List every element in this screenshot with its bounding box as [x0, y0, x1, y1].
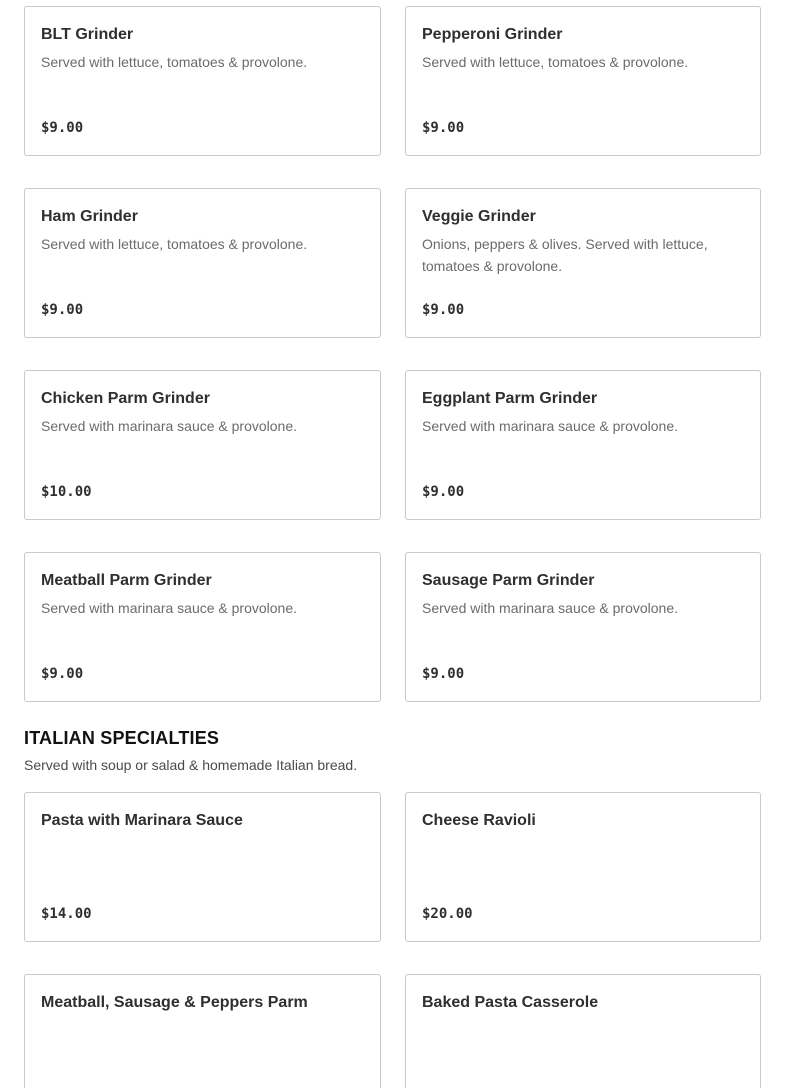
- menu-item-name: Eggplant Parm Grinder: [422, 390, 598, 407]
- menu-item-name: Sausage Parm Grinder: [422, 572, 595, 589]
- menu-item-name: Meatball Parm Grinder: [41, 572, 212, 589]
- menu-item-description: Served with marinara sauce & provolone.: [41, 418, 298, 434]
- menu-item-name: Meatball, Sausage & Peppers Parm: [41, 994, 308, 1011]
- menu-item-price: $9.00: [422, 120, 465, 136]
- menu-item-price: $14.00: [41, 906, 92, 922]
- grinders-grid: [24, 6, 761, 702]
- menu-item-name: BLT Grinder: [41, 26, 134, 43]
- menu-item-card[interactable]: [24, 792, 381, 942]
- menu-item-description: Served with lettuce, tomatoes & provolone.: [41, 236, 308, 252]
- menu-item-price: $9.00: [41, 120, 84, 136]
- menu-item-name: Ham Grinder: [41, 208, 138, 225]
- menu-item-price: $9.00: [422, 302, 465, 318]
- menu-item-description: Served with lettuce, tomatoes & provolone.: [422, 54, 689, 70]
- menu-item-card[interactable]: [405, 6, 761, 156]
- menu-item-card[interactable]: [405, 974, 761, 1088]
- menu-item-price: $9.00: [422, 484, 465, 500]
- menu-item-name: Chicken Parm Grinder: [41, 390, 210, 407]
- menu-item-description: Served with lettuce, tomatoes & provolone.: [41, 54, 308, 70]
- menu-item-card[interactable]: [24, 552, 381, 702]
- menu-item-name: Pepperoni Grinder: [422, 26, 563, 43]
- section-description: Served with soup or salad & homemade Italian bread.: [24, 757, 358, 773]
- italian-specialties-grid: [24, 792, 761, 1088]
- menu-item-description: Served with marinara sauce & provolone.: [422, 418, 679, 434]
- menu-item-card[interactable]: [24, 370, 381, 520]
- menu-item-card[interactable]: [405, 552, 761, 702]
- menu-item-card[interactable]: [405, 370, 761, 520]
- menu-item-price: $10.00: [41, 484, 92, 500]
- menu-item-name: Veggie Grinder: [422, 208, 536, 225]
- menu-item-price: $9.00: [41, 302, 84, 318]
- menu-item-card[interactable]: [24, 974, 381, 1088]
- menu-item-card[interactable]: [24, 6, 381, 156]
- menu-item-price: $20.00: [422, 906, 473, 922]
- menu-item-description: Served with marinara sauce & provolone.: [41, 600, 298, 616]
- menu-item-description: Served with marinara sauce & provolone.: [422, 600, 679, 616]
- menu-item-price: $9.00: [422, 666, 465, 682]
- menu-item-name: Baked Pasta Casserole: [422, 994, 599, 1011]
- menu-item-name: Cheese Ravioli: [422, 812, 536, 829]
- menu-item-card[interactable]: [24, 188, 381, 338]
- menu-item-name: Pasta with Marinara Sauce: [41, 812, 243, 829]
- menu-item-card[interactable]: [405, 188, 761, 338]
- section-title: ITALIAN SPECIALTIES: [24, 728, 220, 748]
- menu-item-price: $9.00: [41, 666, 84, 682]
- menu-item-description: Onions, peppers & olives. Served with lettuce, tomatoes & provolone.: [422, 236, 708, 274]
- menu-item-card[interactable]: [405, 792, 761, 942]
